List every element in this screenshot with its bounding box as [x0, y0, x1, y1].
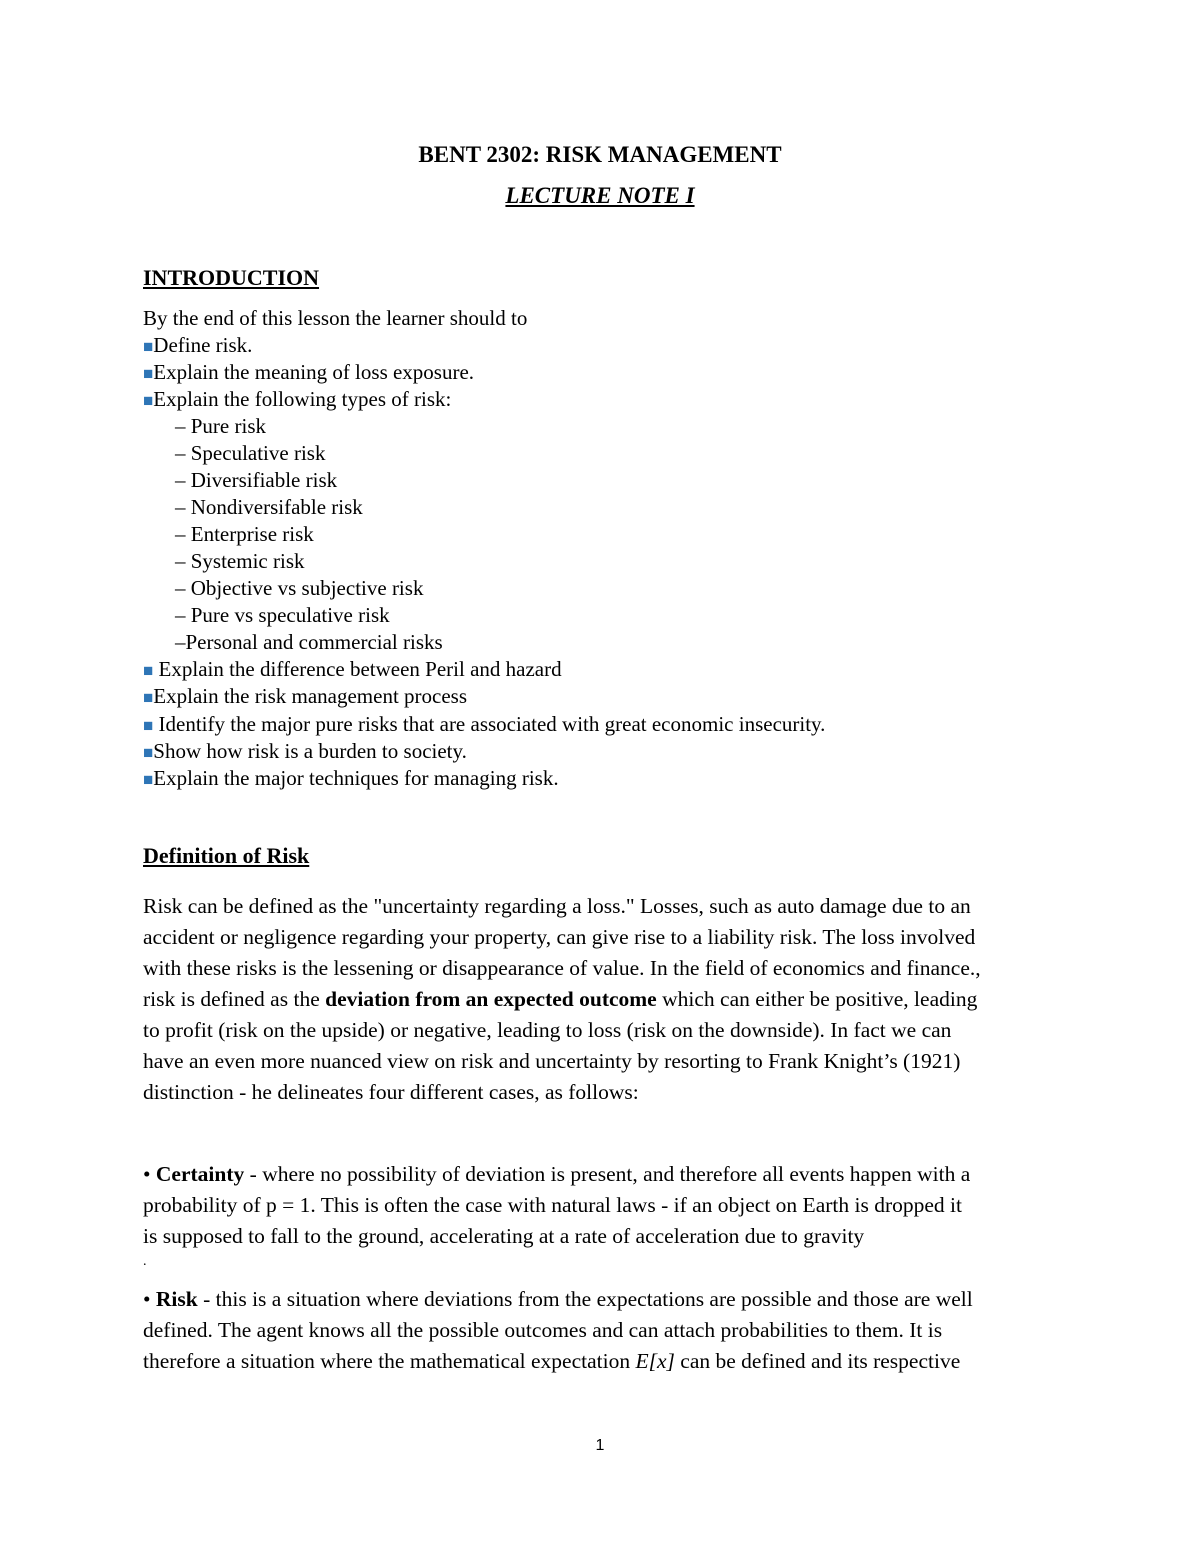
objective-item: ■ Identify the major pure risks that are associated with great economic insecurity. — [143, 712, 826, 736]
square-bullet-icon: ■ — [143, 716, 154, 735]
paragraph-line: distinction - he delineates four different cases, as follows: — [143, 1080, 639, 1104]
page-number: 1 — [595, 1437, 605, 1454]
certainty-term: Certainty — [155, 1162, 245, 1186]
definition-heading: Definition of Risk — [143, 843, 310, 868]
paragraph-line: is supposed to fall to the ground, accelerating at a rate of acceleration due to gravity — [143, 1224, 865, 1248]
objective-item: ■Define risk. — [143, 333, 253, 357]
objective-item: ■Explain the major techniques for managing risk. — [143, 766, 559, 790]
risk-type-item: – Nondiversifable risk — [175, 495, 363, 519]
introduction-heading: INTRODUCTION — [143, 265, 320, 290]
risk-type-item: – Systemic risk — [175, 549, 305, 573]
risk-type-item: – Pure risk — [175, 414, 266, 438]
risk-term: Risk — [155, 1287, 198, 1311]
risk-type-item: –Personal and commercial risks — [175, 630, 443, 654]
square-bullet-icon: ■ — [143, 743, 154, 762]
risk-type-item: – Diversifiable risk — [175, 468, 338, 492]
square-bullet-icon: ■ — [143, 337, 154, 356]
objective-item: ■ Explain the difference between Peril and hazard — [143, 657, 562, 681]
risk-type-item: – Enterprise risk — [175, 522, 314, 546]
square-bullet-icon: ■ — [143, 661, 154, 680]
square-bullet-icon: ■ — [143, 688, 154, 707]
paragraph-line: risk is defined as the deviation from an expected outcome which can either be positive, leading — [143, 987, 978, 1011]
square-bullet-icon: ■ — [143, 364, 154, 383]
introduction-lead: By the end of this lesson the learner should to — [143, 306, 528, 330]
paragraph-line: have an even more nuanced view on risk and uncertainty by resorting to Frank Knight’s (1921) — [143, 1049, 961, 1073]
paragraph-line: therefore a situation where the mathematical expectation E[x] can be defined and its respective — [143, 1349, 961, 1373]
paragraph-line: Risk can be defined as the "uncertainty regarding a loss." Losses, such as auto damage due to an — [143, 894, 971, 918]
objective-item: ■Explain the meaning of loss exposure. — [143, 360, 475, 384]
risk-type-item: – Pure vs speculative risk — [175, 603, 390, 627]
square-bullet-icon: ■ — [143, 770, 154, 789]
expectation-expression: E[x] — [635, 1349, 675, 1373]
objective-item: ■Show how risk is a burden to society. — [143, 739, 467, 763]
objective-item: ■Explain the following types of risk: — [143, 387, 452, 411]
risk-type-item: – Objective vs subjective risk — [175, 576, 424, 600]
square-bullet-icon: ■ — [143, 391, 154, 410]
paragraph-line: probability of p = 1. This is often the case with natural laws - if an object on Earth is dropped it — [143, 1193, 962, 1217]
certainty-item: • Certainty - where no possibility of deviation is present, and therefore all events happen with a — [143, 1162, 971, 1186]
document-subtitle: LECTURE NOTE I — [505, 183, 695, 208]
document-title: BENT 2302: RISK MANAGEMENT — [418, 142, 782, 167]
stray-dot: . — [143, 1254, 147, 1269]
paragraph-line: to profit (risk on the upside) or negative, leading to loss (risk on the downside). In fact we can — [143, 1018, 952, 1042]
paragraph-line: defined. The agent knows all the possible outcomes and can attach probabilities to them. It is — [143, 1318, 943, 1342]
risk-type-item: – Speculative risk — [175, 441, 326, 465]
emphasis-text: deviation from an expected outcome — [325, 987, 657, 1011]
objective-item: ■Explain the risk management process — [143, 684, 468, 708]
paragraph-line: with these risks is the lessening or disappearance of value. In the field of economics and finance., — [143, 956, 981, 980]
paragraph-line: accident or negligence regarding your property, can give rise to a liability risk. The loss involved — [143, 925, 976, 949]
risk-item: • Risk - this is a situation where deviations from the expectations are possible and those are well — [143, 1287, 973, 1311]
